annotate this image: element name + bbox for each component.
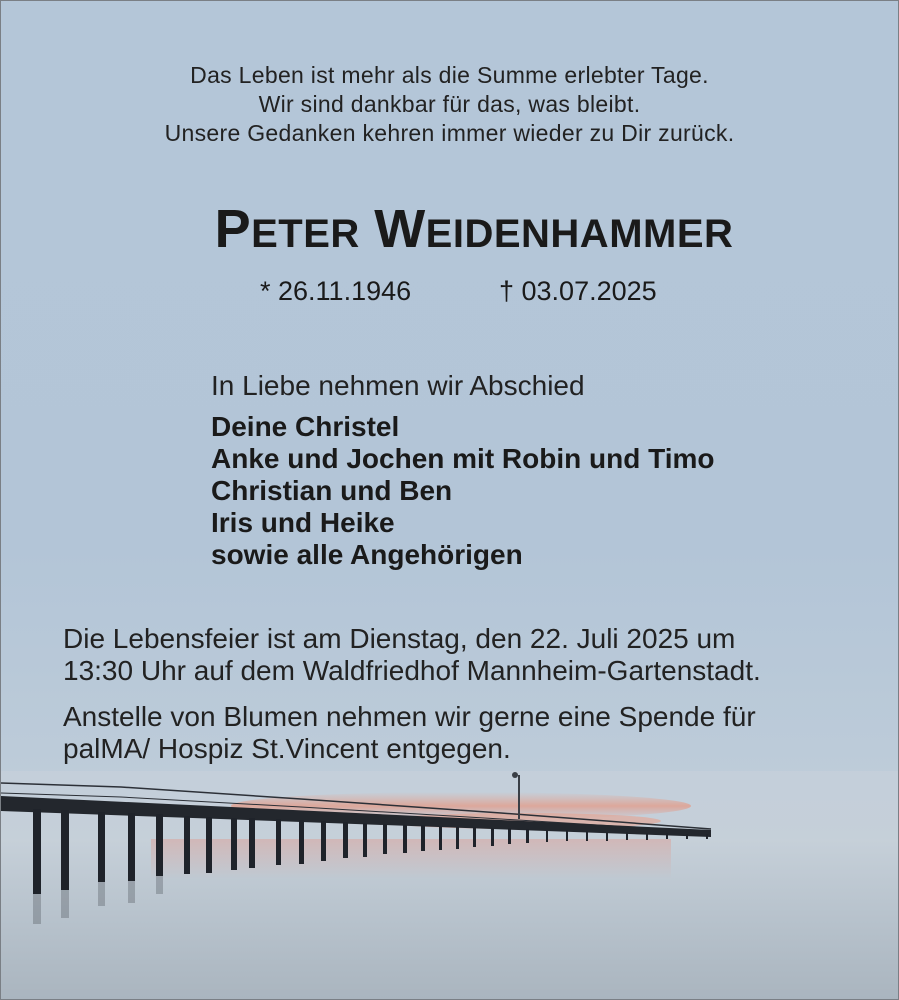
ceremony-info <box>63 623 863 687</box>
donation-info <box>63 701 863 765</box>
donation-line: palMA/ Hospiz St.Vincent entgegen. <box>63 733 511 764</box>
last-name-initial: W <box>374 199 426 259</box>
mourner-name: sowie alle Angehörigen <box>211 539 523 570</box>
death-date: † 03.07.2025 <box>499 276 657 306</box>
first-name-rest: ETER <box>251 212 360 256</box>
last-name-rest: EIDENHAMMER <box>425 212 734 256</box>
deceased-name <box>1 197 899 266</box>
motto-line: Wir sind dankbar für das, was bleibt. <box>258 91 641 117</box>
ceremony-line: Die Lebensfeier ist am Dienstag, den 22. Juli 2025 um <box>63 623 736 654</box>
first-name-initial: P <box>214 199 252 259</box>
mourner-name: Iris und Heike <box>211 507 395 538</box>
donation-line: Anstelle von Blumen nehmen wir gerne eine Spende für <box>63 701 756 732</box>
ceremony-line: 13:30 Uhr auf dem Waldfriedhof Mannheim-Gartenstadt. <box>63 655 761 686</box>
mourner-name: Deine Christel <box>211 411 400 442</box>
mourner-name: Anke und Jochen mit Robin und Timo <box>211 443 715 474</box>
farewell-intro: In Liebe nehmen wir Abschied <box>211 370 585 401</box>
motto-line: Unsere Gedanken kehren immer wieder zu Dir zurück. <box>164 120 735 146</box>
mourner-list <box>211 411 714 571</box>
birth-date: * 26.11.1946 <box>260 276 412 306</box>
motto-line: Das Leben ist mehr als die Summe erlebter Tage. <box>190 62 709 88</box>
mourner-name: Christian und Ben <box>211 475 453 506</box>
motto-verse <box>1 61 898 148</box>
